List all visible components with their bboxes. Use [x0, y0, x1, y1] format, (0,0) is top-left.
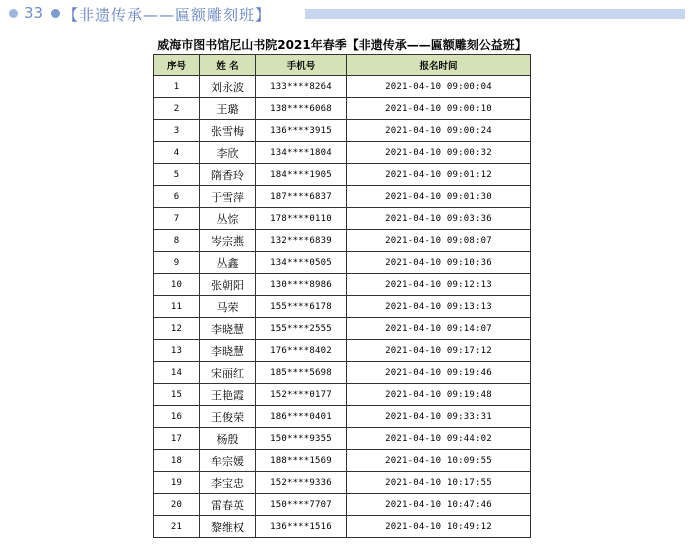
cell-phone: 184****1905: [256, 164, 347, 186]
bullet-dot-icon: [9, 9, 18, 18]
cell-phone: 185****5698: [256, 362, 347, 384]
cell-name: 张雪梅: [200, 120, 256, 142]
cell-name: 岑宗燕: [200, 230, 256, 252]
cell-phone: 134****0505: [256, 252, 347, 274]
cell-phone: 136****3915: [256, 120, 347, 142]
cell-time: 2021-04-10 09:12:13: [347, 274, 531, 296]
cell-index: 14: [154, 362, 200, 384]
cell-phone: 188****1569: [256, 450, 347, 472]
cell-time: 2021-04-10 09:00:10: [347, 98, 531, 120]
cell-name: 王璐: [200, 98, 256, 120]
cell-index: 3: [154, 120, 200, 142]
cell-phone: 187****6837: [256, 186, 347, 208]
cell-phone: 130****8986: [256, 274, 347, 296]
table-body: [154, 76, 531, 538]
cell-time: 2021-04-10 10:49:12: [347, 516, 531, 538]
cell-name: 李晓慧: [200, 340, 256, 362]
cell-index: 18: [154, 450, 200, 472]
cell-name: 李欣: [200, 142, 256, 164]
bullet-dot-icon: [51, 9, 60, 18]
section-number: 33: [24, 4, 44, 22]
cell-index: 16: [154, 406, 200, 428]
cell-index: 8: [154, 230, 200, 252]
cell-index: 6: [154, 186, 200, 208]
table-header-row: [154, 55, 531, 76]
cell-phone: 178****0110: [256, 208, 347, 230]
cell-phone: 132****6839: [256, 230, 347, 252]
cell-time: 2021-04-10 09:19:46: [347, 362, 531, 384]
cell-index: 7: [154, 208, 200, 230]
table-row: [154, 362, 531, 384]
cell-index: 17: [154, 428, 200, 450]
cell-name: 李晓慧: [200, 318, 256, 340]
cell-index: 12: [154, 318, 200, 340]
header-divider-bar: [305, 9, 685, 19]
section-title: 【非遗传承——匾额雕刻班】: [63, 6, 272, 24]
cell-time: 2021-04-10 09:00:32: [347, 142, 531, 164]
cell-phone: 133****8264: [256, 76, 347, 98]
registration-table: [153, 54, 531, 538]
table-row: [154, 450, 531, 472]
cell-name: 丛悰: [200, 208, 256, 230]
cell-index: 4: [154, 142, 200, 164]
cell-time: 2021-04-10 10:09:55: [347, 450, 531, 472]
cell-name: 牟宗媛: [200, 450, 256, 472]
table-row: [154, 406, 531, 428]
cell-name: 刘永波: [200, 76, 256, 98]
table-row: [154, 428, 531, 450]
cell-name: 马荣: [200, 296, 256, 318]
cell-index: 21: [154, 516, 200, 538]
table-row: [154, 516, 531, 538]
column-header-time: 报名时间: [347, 55, 531, 76]
table-title: 威海市图书馆尼山书院2021年春季【非遗传承——匾额雕刻公益班】: [157, 38, 527, 52]
cell-index: 10: [154, 274, 200, 296]
cell-time: 2021-04-10 09:14:07: [347, 318, 531, 340]
cell-phone: 134****1804: [256, 142, 347, 164]
cell-phone: 186****0401: [256, 406, 347, 428]
cell-time: 2021-04-10 09:01:12: [347, 164, 531, 186]
cell-phone: 150****7707: [256, 494, 347, 516]
column-header-index: 序号: [154, 55, 200, 76]
cell-index: 11: [154, 296, 200, 318]
cell-time: 2021-04-10 10:47:46: [347, 494, 531, 516]
cell-name: 于雪萍: [200, 186, 256, 208]
table-row: [154, 340, 531, 362]
cell-index: 1: [154, 76, 200, 98]
cell-time: 2021-04-10 09:44:02: [347, 428, 531, 450]
table-row: [154, 274, 531, 296]
table-row: [154, 120, 531, 142]
column-header-name: 姓 名: [200, 55, 256, 76]
table-row: [154, 76, 531, 98]
cell-time: 2021-04-10 09:10:36: [347, 252, 531, 274]
cell-phone: 155****2555: [256, 318, 347, 340]
cell-time: 2021-04-10 09:33:31: [347, 406, 531, 428]
cell-index: 2: [154, 98, 200, 120]
cell-time: 2021-04-10 09:00:04: [347, 76, 531, 98]
cell-time: 2021-04-10 09:08:07: [347, 230, 531, 252]
cell-phone: 152****9336: [256, 472, 347, 494]
table-row: [154, 318, 531, 340]
cell-name: 雷春英: [200, 494, 256, 516]
cell-time: 2021-04-10 09:01:30: [347, 186, 531, 208]
cell-phone: 150****9355: [256, 428, 347, 450]
cell-index: 9: [154, 252, 200, 274]
cell-index: 5: [154, 164, 200, 186]
column-header-phone: 手机号: [256, 55, 347, 76]
cell-name: 王艳霞: [200, 384, 256, 406]
cell-name: 隋香玲: [200, 164, 256, 186]
table-row: [154, 98, 531, 120]
cell-time: 2021-04-10 10:17:55: [347, 472, 531, 494]
cell-time: 2021-04-10 09:19:48: [347, 384, 531, 406]
cell-phone: 138****6068: [256, 98, 347, 120]
cell-name: 张朝阳: [200, 274, 256, 296]
table-row: [154, 384, 531, 406]
cell-name: 杨殷: [200, 428, 256, 450]
cell-time: 2021-04-10 09:17:12: [347, 340, 531, 362]
table-row: [154, 296, 531, 318]
cell-name: 李宝忠: [200, 472, 256, 494]
cell-index: 20: [154, 494, 200, 516]
table-row: [154, 164, 531, 186]
table-row: [154, 252, 531, 274]
cell-phone: 176****8402: [256, 340, 347, 362]
cell-time: 2021-04-10 09:00:24: [347, 120, 531, 142]
table-row: [154, 472, 531, 494]
cell-phone: 155****6178: [256, 296, 347, 318]
cell-time: 2021-04-10 09:03:36: [347, 208, 531, 230]
cell-name: 丛鑫: [200, 252, 256, 274]
cell-time: 2021-04-10 09:13:13: [347, 296, 531, 318]
cell-name: 黎维权: [200, 516, 256, 538]
table-row: [154, 142, 531, 164]
cell-index: 15: [154, 384, 200, 406]
cell-name: 宋丽红: [200, 362, 256, 384]
section-header: [0, 0, 694, 28]
cell-phone: 152****0177: [256, 384, 347, 406]
cell-name: 王俊荣: [200, 406, 256, 428]
table-row: [154, 186, 531, 208]
cell-index: 19: [154, 472, 200, 494]
cell-phone: 136****1516: [256, 516, 347, 538]
cell-index: 13: [154, 340, 200, 362]
table-row: [154, 494, 531, 516]
table-row: [154, 230, 531, 252]
table-row: [154, 208, 531, 230]
